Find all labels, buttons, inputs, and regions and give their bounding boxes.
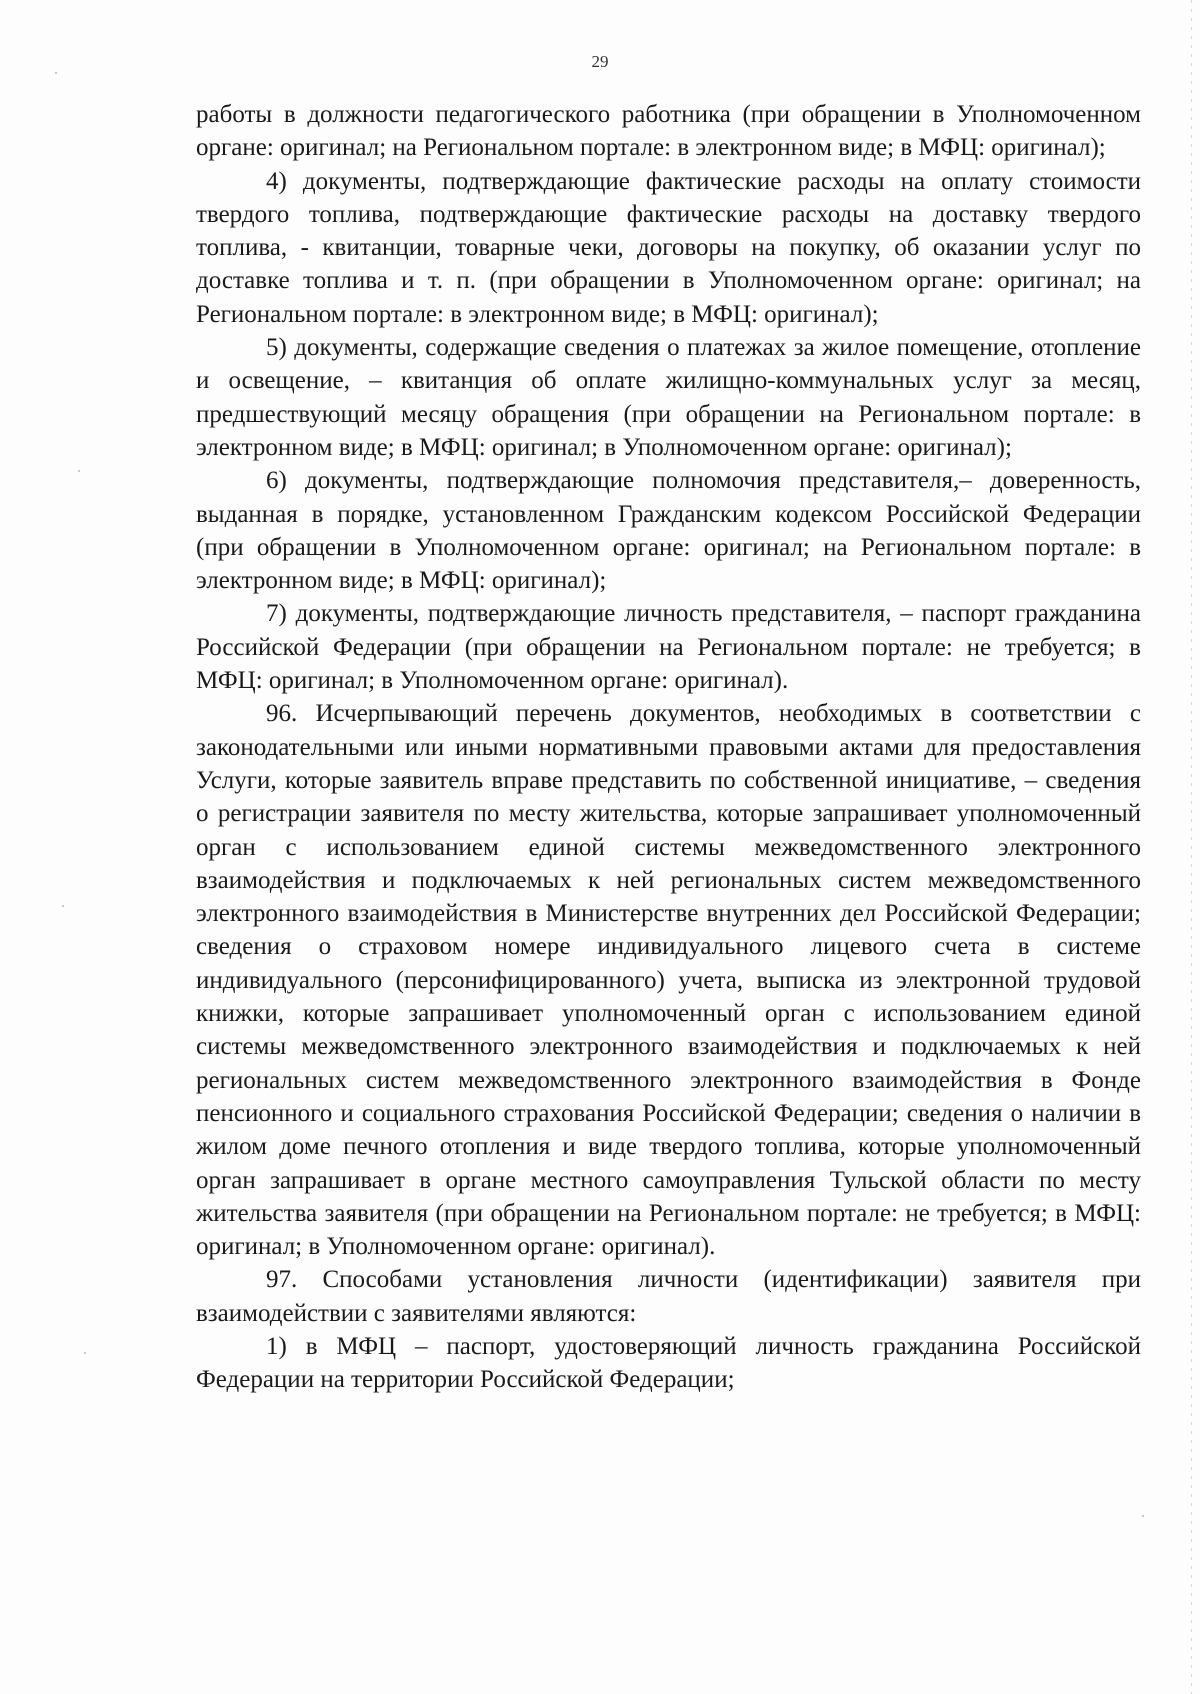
scan-speck — [84, 1352, 86, 1354]
document-body — [196, 98, 1141, 1397]
scan-speck — [1142, 1515, 1144, 1517]
paragraph-97-item-1: 1) в МФЦ – паспорт, удостоверяющий личность гражданина Российской Федерации на территории Российской Федерации; — [196, 1332, 1141, 1394]
paragraph-96: 96. Исчерпывающий перечень документов, необходимых в соответствии с законодательными или иными нормативными правовыми актами для предоставления Услуги, которые заявитель вправе представить по собственной инициативе, – сведения о регистрации заявителя по месту жительства, которые запрашивает уполномоченный орган с использованием единой системы межведомственного электронного взаимодействия и подключаемых к ней региональных систем межведомственного электронного взаимодействия в Министерстве внутренних дел Российской Федерации; сведения о страховом номере индивидуального лицевого счета в системе индивидуального (персонифицированного) учета, выписка из электронной трудовой книжки, которые запрашивает уполномоченный орган с использованием единой системы межведомственного электронного взаимодействия и подключаемых к ней региональных систем межведомственного электронного взаимодействия в Фонде пенсионного и социального страхования Российской Федерации; сведения о наличии в жилом доме печного отопления и виде твердого топлива, которые уполномоченный орган запрашивает в органе местного самоуправления Тульской области по месту жительства заявителя (при обращении на Региональном портале: не требуется; в МФЦ: оригинал; в Уполномоченном органе: оригинал). — [196, 700, 1141, 1261]
paragraph-item-7: 7) документы, подтверждающие личность представителя, – паспорт гражданина Российской Федерации (при обращении на Региональном портале: не требуется; в МФЦ: оригинал; в Уполномоченном органе: оригинал). — [196, 600, 1141, 695]
scan-edge-artifact — [1191, 0, 1192, 1694]
paragraph-item-6: 6) документы, подтверждающие полномочия представителя,– доверенность, выданная в порядке, установленном Гражданским кодексом Российской Федерации (при обращении в Уполномоченном органе: оригинал; на Региональном портале: в электронном виде; в МФЦ: оригинал); — [196, 467, 1141, 595]
paragraph-97: 97. Способами установления личности (идентификации) заявителя при взаимодействии с заявителями являются: — [196, 1266, 1141, 1327]
paragraph-item-5: 5) документы, содержащие сведения о платежах за жилое помещение, отопление и освещение, – квитанция об оплате жилищно-коммунальных услуг за месяц, предшествующий месяцу обращения (при обращении на Региональном портале: в электронном виде; в МФЦ: оригинал; в Уполномоченном органе: оригинал); — [196, 334, 1141, 461]
paragraph-item-4: 4) документы, подтверждающие фактические расходы на оплату стоимости твердого топлива, подтверждающие фактические расходы на доставку твердого топлива, - квитанции, товарные чеки, договоры на покупку, об оказании услуг по доставке топлива и т. п. (при обращении в Уполномоченном органе: оригинал; на Региональном портале: в электронном виде; в МФЦ: оригинал); — [196, 167, 1141, 328]
paragraph-continuation: работы в должности педагогического работника (при обращении в Уполномоченном органе: оригинал; на Региональном портале: в электронном виде; в МФЦ: оригинал); — [196, 101, 1141, 162]
scan-speck — [62, 905, 64, 907]
page-number: 29 — [591, 52, 609, 71]
scan-speck — [55, 72, 57, 74]
scan-speck — [78, 470, 80, 472]
